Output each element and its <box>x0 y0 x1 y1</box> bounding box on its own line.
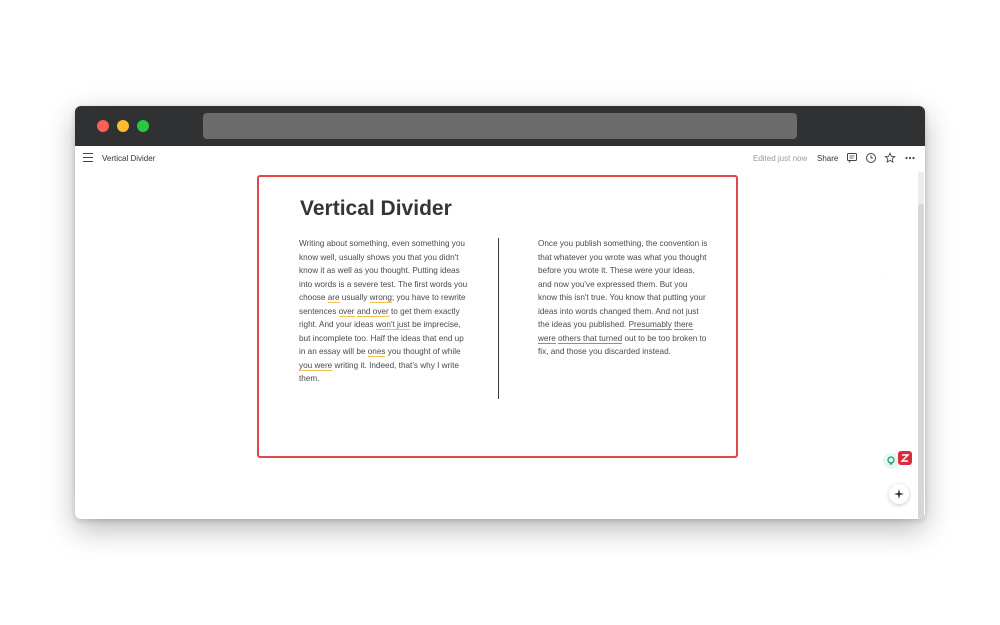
grammar-suggestion[interactable]: you were <box>299 360 333 370</box>
share-button[interactable]: Share <box>817 154 839 163</box>
style-suggestion[interactable]: there were <box>538 320 693 343</box>
title-bar <box>75 106 925 146</box>
browser-window <box>75 106 925 519</box>
more-icon[interactable] <box>904 152 916 164</box>
breadcrumb[interactable]: Vertical Divider <box>102 154 156 163</box>
scrollbar-thumb[interactable] <box>918 204 924 519</box>
left-column-text-run: you thought of while <box>385 347 461 356</box>
left-column-text-run: usually <box>339 293 370 302</box>
grammar-extension-icon[interactable] <box>883 453 899 469</box>
vertical-divider <box>498 238 499 399</box>
minimize-window-button[interactable] <box>117 120 129 132</box>
star-icon[interactable] <box>884 152 896 164</box>
spelling-extension-icon[interactable] <box>898 451 912 465</box>
grammar-suggestion[interactable]: ones <box>367 347 386 356</box>
ghost-mark: · <box>885 271 888 280</box>
left-column-text-run: be imprecise, but incomplete too. Half the ideas that end up in an essay will be <box>299 320 464 356</box>
right-column-text[interactable] <box>538 237 708 359</box>
left-column-text-run: writing it. Indeed, that's why I write them. <box>299 360 459 383</box>
sparkle-icon <box>889 484 909 504</box>
comment-icon[interactable] <box>846 152 858 164</box>
ai-assistant-button[interactable] <box>889 484 909 504</box>
address-bar[interactable] <box>203 113 797 139</box>
scrollbar[interactable] <box>918 172 924 519</box>
badge-icon <box>898 451 912 465</box>
left-column-text[interactable] <box>299 237 469 386</box>
grammar-suggestion[interactable]: and over <box>356 306 389 316</box>
right-column-text-run: out to be too broken to fix, and those you discarded instead. <box>538 333 707 356</box>
hamburger-icon[interactable] <box>83 153 93 163</box>
right-column-text-run: Once you publish something, the convention is that whatever you wrote was what you thought before you wrote it. These were your ideas, and now you've expressed them. But you know this isn't true. You know that putting your ideas into words changed them. And not just the ideas you published. <box>538 239 708 329</box>
maximize-window-button[interactable] <box>137 120 149 132</box>
left-column-text-run: Writing about something, even something you know well, usually shows you that you didn't know it as well as you thought. Putting ideas into words is a severe test. The first words you choose <box>299 239 468 302</box>
grammar-suggestion[interactable]: won't just <box>375 320 410 329</box>
bulb-icon <box>883 453 899 469</box>
left-column-text-run: ; you have to rewrite sentences <box>299 293 466 316</box>
close-window-button[interactable] <box>97 120 109 132</box>
grammar-suggestion[interactable]: wrong <box>369 293 392 302</box>
grammar-suggestion[interactable]: are <box>327 293 340 302</box>
page-title[interactable]: Vertical Divider <box>300 197 452 220</box>
edited-status: Edited just now <box>753 154 808 163</box>
clock-icon[interactable] <box>865 152 877 164</box>
style-suggestion[interactable]: others that turned <box>558 333 623 343</box>
spelling-suggestion[interactable]: Presumably <box>628 320 672 329</box>
left-column-text-run: to get them exactly right. And your ideas <box>299 306 460 329</box>
page-toolbar <box>75 146 925 172</box>
grammar-suggestion[interactable]: over <box>338 306 355 316</box>
